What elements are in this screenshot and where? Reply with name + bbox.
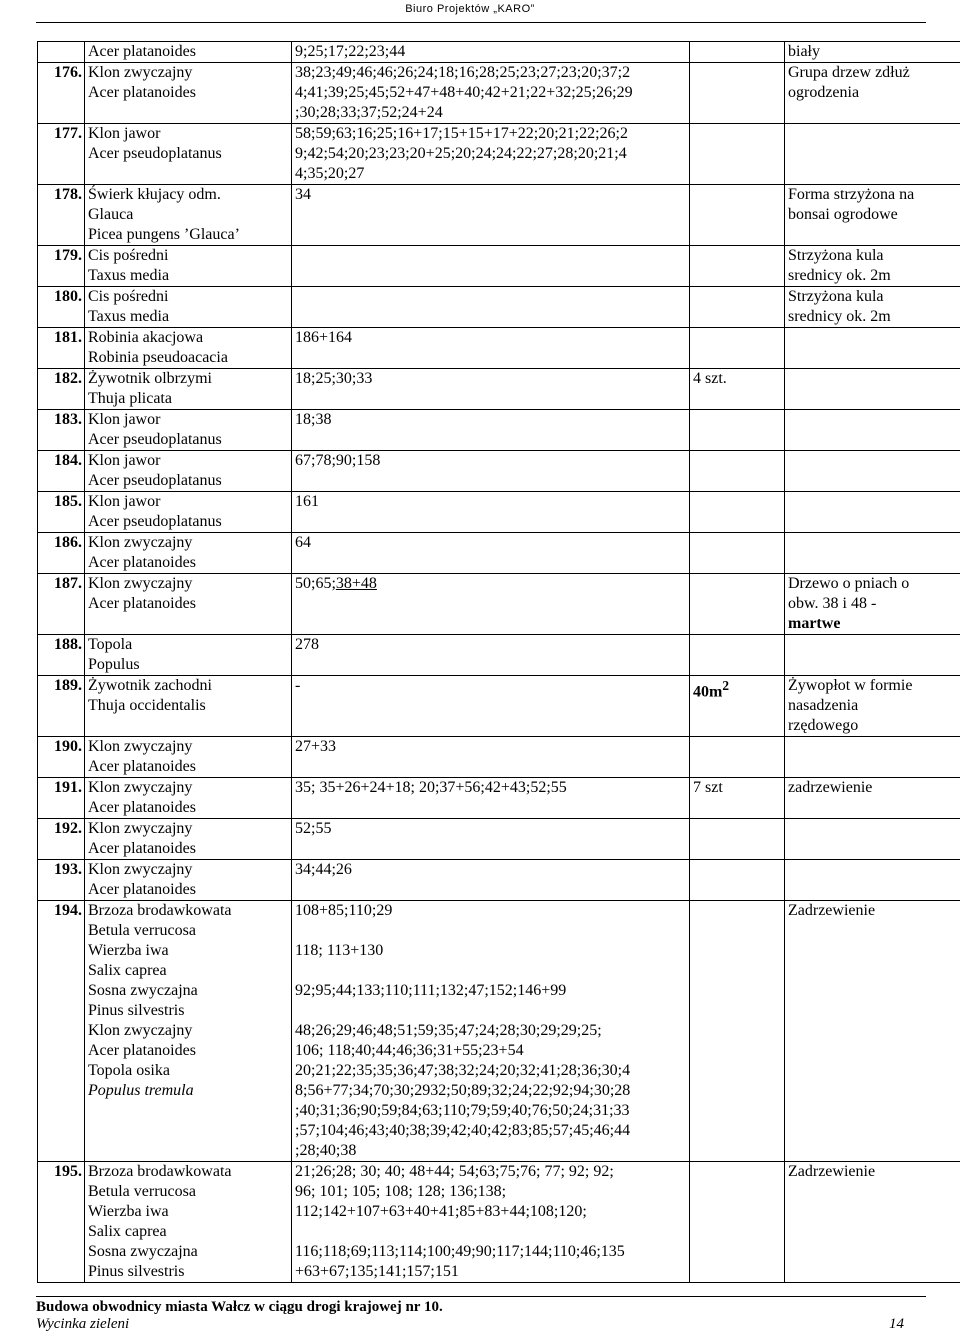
row-number: 188. — [38, 635, 85, 676]
circumference-line: 58;59;63;16;25;16+17;15+15+17+22;20;21;22;26;2 — [295, 125, 628, 142]
species-name: Wierzba iwa — [88, 942, 169, 959]
row-number — [38, 42, 85, 63]
remarks-cell — [785, 676, 960, 737]
table-row — [38, 287, 960, 328]
species-cell — [85, 63, 292, 124]
species-name: Acer platanoides — [88, 1042, 196, 1059]
species-name: Salix caprea — [88, 962, 167, 979]
row-number: 191. — [38, 778, 85, 819]
row-number: 195. — [38, 1162, 85, 1283]
trunk-circumference-cell — [292, 778, 690, 819]
species-name: Klon zwyczajny — [88, 64, 193, 81]
species-cell — [85, 369, 292, 410]
circumference-line: 48;26;29;46;48;51;59;35;47;24;28;30;29;29;25; — [295, 1022, 602, 1039]
table-row — [38, 42, 960, 63]
remarks-cell — [785, 1162, 960, 1283]
remark-line: obw. 38 i 48 - — [788, 595, 877, 612]
header-rule — [36, 22, 926, 23]
species-name: Klon jawor — [88, 452, 161, 469]
remarks-cell — [785, 492, 960, 533]
trunk-circumference-cell — [292, 328, 690, 369]
trunk-circumference-cell — [292, 410, 690, 451]
quantity-cell — [690, 328, 785, 369]
page-number: 14 — [889, 1316, 904, 1332]
species-name: Sosna zwyczajna — [88, 982, 198, 999]
table-row — [38, 369, 960, 410]
row-number: 186. — [38, 533, 85, 574]
circumference-line: 106; 118;40;44;46;36;31+55;23+54 — [295, 1042, 524, 1059]
remark-line: Strzyżona kula — [788, 288, 884, 305]
circumference-line: 186+164 — [295, 329, 353, 346]
circumference-line: 18;38 — [295, 411, 332, 428]
quantity-cell — [690, 635, 785, 676]
footer-subtitle: Wycinka zieleni — [36, 1316, 130, 1332]
quantity-cell — [690, 492, 785, 533]
species-name: Thuja occidentalis — [88, 697, 206, 714]
quantity-cell — [690, 246, 785, 287]
footer-rule — [36, 1296, 926, 1297]
circumference-line: ;28;40;38 — [295, 1142, 357, 1159]
trunk-circumference-cell — [292, 901, 690, 1162]
trunk-circumference-cell — [292, 737, 690, 778]
row-number: 194. — [38, 901, 85, 1162]
trunk-circumference-cell — [292, 1162, 690, 1283]
circumference-line: 116;118;69;113;114;100;49;90;117;144;110;46;135 — [295, 1243, 625, 1260]
remark-line: nasadzenia — [788, 697, 859, 714]
circumference-line: ;57;104;46;43;40;38;39;42;40;42;83;85;57;45;46;44 — [295, 1122, 631, 1139]
trunk-circumference-cell — [292, 819, 690, 860]
remark-line: Grupa drzew zdłuż — [788, 64, 910, 81]
quantity-cell — [690, 574, 785, 635]
circumference-line — [295, 1001, 687, 1021]
remark-line: srednicy ok. 2m — [788, 267, 891, 284]
trunk-circumference-cell — [292, 42, 690, 63]
circumference-line: 21;26;28; 30; 40; 48+44; 54;63;75;76; 77; 92; 92; — [295, 1163, 614, 1180]
species-cell — [85, 819, 292, 860]
species-cell — [85, 42, 292, 63]
species-cell — [85, 287, 292, 328]
species-name: Klon zwyczajny — [88, 779, 193, 796]
circumference-line: 9;25;17;22;23;44 — [295, 43, 406, 60]
species-name: Klon zwyczajny — [88, 575, 193, 592]
trunk-circumference-cell — [292, 124, 690, 185]
species-name: Pinus silvestris — [88, 1002, 185, 1019]
remarks-cell — [785, 185, 960, 246]
table-row — [38, 533, 960, 574]
table-body — [38, 42, 960, 1283]
species-cell — [85, 860, 292, 901]
species-cell — [85, 533, 292, 574]
quantity-unit-exponent: 2 — [722, 678, 729, 693]
remarks-cell — [785, 124, 960, 185]
circumference-line: ;40;31;36;90;59;84;63;110;79;59;40;76;50;24;31;33 — [295, 1102, 630, 1119]
circumference-line: 8;56+77;34;70;30;2932;50;89;32;24;22;92;94;30;28 — [295, 1082, 631, 1099]
row-number: 192. — [38, 819, 85, 860]
quantity-value — [693, 676, 782, 702]
species-name: Acer pseudoplatanus — [88, 472, 222, 489]
species-cell — [85, 737, 292, 778]
circumference-line: 34;44;26 — [295, 861, 352, 878]
species-name: Pinus silvestris — [88, 1263, 185, 1280]
quantity-cell — [690, 533, 785, 574]
circumference-line: 92;95;44;133;110;111;132;47;152;146+99 — [295, 982, 567, 999]
table-row — [38, 819, 960, 860]
remark-line: Drzewo o pniach o — [788, 575, 910, 592]
species-name: Klon jawor — [88, 125, 161, 142]
species-name: Acer pseudoplatanus — [88, 145, 222, 162]
table-row — [38, 737, 960, 778]
species-cell — [85, 676, 292, 737]
species-name: Taxus media — [88, 267, 170, 284]
species-name: Robinia akacjowa — [88, 329, 204, 346]
circumference-line: - — [295, 677, 301, 694]
species-name: Picea pungens ’Glauca’ — [88, 226, 240, 243]
circumference-line — [295, 1222, 687, 1242]
species-name: Żywotnik olbrzymi — [88, 370, 212, 387]
circumference-line: 278 — [295, 636, 319, 653]
species-name: Klon zwyczajny — [88, 1022, 193, 1039]
table-row — [38, 328, 960, 369]
remarks-cell — [785, 246, 960, 287]
remark-line: Forma strzyżona na — [788, 186, 915, 203]
species-name: Cis pośredni — [88, 288, 169, 305]
species-name: Taxus media — [88, 308, 170, 325]
circumference-line: 18;25;30;33 — [295, 370, 373, 387]
species-name: Klon zwyczajny — [88, 820, 193, 837]
table-row — [38, 492, 960, 533]
row-number: 177. — [38, 124, 85, 185]
species-name: Acer platanoides — [88, 43, 196, 60]
species-name: Brzoza brodawkowata — [88, 902, 232, 919]
quantity-cell — [690, 287, 785, 328]
species-name: Klon zwyczajny — [88, 861, 193, 878]
species-cell — [85, 410, 292, 451]
remarks-cell — [785, 451, 960, 492]
remarks-cell — [785, 635, 960, 676]
species-name: Klon zwyczajny — [88, 738, 193, 755]
species-cell — [85, 492, 292, 533]
remark-line: ogrodzenia — [788, 84, 860, 101]
species-name: Robinia pseudoacacia — [88, 349, 228, 366]
species-name: Thuja plicata — [88, 390, 172, 407]
circumference-line: 161 — [295, 493, 319, 510]
trunk-circumference-cell — [292, 635, 690, 676]
circumference-value: 50;65; — [295, 575, 336, 592]
trunk-circumference-cell — [292, 246, 690, 287]
species-name: Betula verrucosa — [88, 1183, 196, 1200]
species-name: Topola osika — [88, 1062, 170, 1079]
table-row — [38, 185, 960, 246]
footer-title: Budowa obwodnicy miasta Wałcz w ciągu drogi krajowej nr 10. — [36, 1299, 443, 1315]
remarks-cell — [785, 328, 960, 369]
remark-line: Strzyżona kula — [788, 247, 884, 264]
circumference-line — [295, 921, 687, 941]
quantity-cell — [690, 901, 785, 1162]
circumference-line: ;30;28;33;37;52;24+24 — [295, 104, 443, 121]
remarks-cell — [785, 369, 960, 410]
remarks-cell — [785, 42, 960, 63]
table-row — [38, 63, 960, 124]
row-number: 184. — [38, 451, 85, 492]
footer-sub — [36, 1316, 926, 1333]
species-name: Acer pseudoplatanus — [88, 513, 222, 530]
circumference-line: 96; 101; 105; 108; 128; 136;138; — [295, 1183, 507, 1200]
remarks-cell — [785, 410, 960, 451]
remark-line: bonsai ogrodowe — [788, 206, 898, 223]
species-name: Acer platanoides — [88, 840, 196, 857]
remark-bold: martwe — [788, 615, 841, 632]
trunk-circumference-cell — [292, 63, 690, 124]
remarks-cell — [785, 737, 960, 778]
page-header — [0, 0, 960, 36]
quantity-cell — [690, 410, 785, 451]
species-cell — [85, 124, 292, 185]
remarks-cell — [785, 901, 960, 1162]
remarks-cell — [785, 574, 960, 635]
row-number: 193. — [38, 860, 85, 901]
species-name: Betula verrucosa — [88, 922, 196, 939]
circumference-line: 35; 35+26+24+18; 20;37+56;42+43;52;55 — [295, 779, 567, 796]
row-number: 176. — [38, 63, 85, 124]
quantity-cell — [690, 860, 785, 901]
remark-line: srednicy ok. 2m — [788, 308, 891, 325]
row-number: 180. — [38, 287, 85, 328]
species-name: Acer platanoides — [88, 758, 196, 775]
quantity-cell — [690, 1162, 785, 1283]
circumference-line: +63+67;135;141;157;151 — [295, 1263, 459, 1280]
species-cell — [85, 185, 292, 246]
circumference-line: 34 — [295, 186, 311, 203]
trunk-circumference-cell — [292, 492, 690, 533]
circumference-line: 108+85;110;29 — [295, 902, 393, 919]
row-number: 182. — [38, 369, 85, 410]
species-name: Wierzba iwa — [88, 1203, 169, 1220]
species-name: Cis pośredni — [88, 247, 169, 264]
quantity-cell — [690, 42, 785, 63]
species-cell — [85, 778, 292, 819]
trunk-circumference-cell — [292, 451, 690, 492]
species-cell — [85, 635, 292, 676]
table-row — [38, 676, 960, 737]
species-name: Acer platanoides — [88, 554, 196, 571]
row-number: 185. — [38, 492, 85, 533]
quantity-cell — [690, 451, 785, 492]
circumference-line: 20;21;22;35;35;36;47;38;32;24;20;32;41;28;36;30;4 — [295, 1062, 631, 1079]
circumference-line — [295, 574, 687, 594]
species-name: Acer platanoides — [88, 595, 196, 612]
quantity-cell — [690, 737, 785, 778]
table-row — [38, 574, 960, 635]
table-row — [38, 410, 960, 451]
species-cell — [85, 1162, 292, 1283]
species-name: Acer platanoides — [88, 799, 196, 816]
quantity-cell — [690, 778, 785, 819]
species-name: Acer platanoides — [88, 84, 196, 101]
circumference-line: 4;41;39;25;45;52+47+48+40;42+21;22+32;25;26;29 — [295, 84, 633, 101]
species-name: Klon jawor — [88, 493, 161, 510]
circumference-line: 52;55 — [295, 820, 332, 837]
row-number: 190. — [38, 737, 85, 778]
trunk-circumference-cell — [292, 533, 690, 574]
quantity-cell — [690, 676, 785, 737]
species-name: Salix caprea — [88, 1223, 167, 1240]
species-name: Świerk kłujacy odm. — [88, 186, 221, 203]
row-number: 179. — [38, 246, 85, 287]
table-row — [38, 451, 960, 492]
quantity-value: 7 szt — [693, 779, 723, 796]
circumference-line: 9;42;54;20;23;23;20+25;20;24;24;22;27;28;20;21;4 — [295, 145, 627, 162]
species-name: Glauca — [88, 206, 134, 223]
circumference-line: 112;142+107+63+40+41;85+83+44;108;120; — [295, 1203, 587, 1220]
remark-line: biały — [788, 43, 820, 60]
remark-line: zadrzewienie — [788, 779, 873, 796]
species-name: Sosna zwyczajna — [88, 1243, 198, 1260]
species-cell — [85, 451, 292, 492]
species-name: Populus tremula — [88, 1082, 194, 1099]
row-number: 178. — [38, 185, 85, 246]
quantity-number: 40m — [693, 683, 723, 701]
trunk-circumference-cell — [292, 676, 690, 737]
quantity-cell — [690, 819, 785, 860]
remark-line: Zadrzewienie — [788, 902, 876, 919]
circumference-line — [295, 961, 687, 981]
quantity-cell — [690, 185, 785, 246]
trunk-circumference-cell — [292, 369, 690, 410]
species-name: Brzoza brodawkowata — [88, 1163, 232, 1180]
species-name: Acer pseudoplatanus — [88, 431, 222, 448]
remarks-cell — [785, 860, 960, 901]
remarks-cell — [785, 287, 960, 328]
trunk-circumference-cell — [292, 287, 690, 328]
remark-line: rzędowego — [788, 717, 859, 734]
remarks-cell — [785, 819, 960, 860]
trunk-circumference-cell — [292, 185, 690, 246]
page-footer — [36, 1296, 926, 1333]
quantity-cell — [690, 124, 785, 185]
row-number: 187. — [38, 574, 85, 635]
circumference-line: 4;35;20;27 — [295, 165, 365, 182]
species-cell — [85, 328, 292, 369]
row-number: 183. — [38, 410, 85, 451]
species-name: Klon zwyczajny — [88, 534, 193, 551]
dead-trunk-values: 38+48 — [335, 575, 377, 592]
quantity-value: 4 szt. — [693, 370, 727, 387]
species-name: Klon jawor — [88, 411, 161, 428]
species-name: Żywotnik zachodni — [88, 677, 212, 694]
remarks-cell — [785, 533, 960, 574]
table-row — [38, 124, 960, 185]
trunk-circumference-cell — [292, 574, 690, 635]
species-name: Topola — [88, 636, 133, 653]
header-title: Biuro Projektów „KARO” — [405, 3, 535, 15]
table-row — [38, 1162, 960, 1283]
table-row — [38, 901, 960, 1162]
row-number: 189. — [38, 676, 85, 737]
circumference-line: 38;23;49;46;46;26;24;18;16;28;25;23;27;23;20;37;2 — [295, 64, 631, 81]
species-cell — [85, 574, 292, 635]
species-cell — [85, 901, 292, 1162]
remarks-cell — [785, 63, 960, 124]
table-row — [38, 860, 960, 901]
quantity-cell — [690, 369, 785, 410]
row-number: 181. — [38, 328, 85, 369]
quantity-cell — [690, 63, 785, 124]
table-row — [38, 246, 960, 287]
remark-line: Zadrzewienie — [788, 1163, 876, 1180]
species-cell — [85, 246, 292, 287]
remark-line: Żywopłot w formie — [788, 677, 913, 694]
remarks-cell — [785, 778, 960, 819]
circumference-line: 64 — [295, 534, 311, 551]
table-row — [38, 778, 960, 819]
trunk-circumference-cell — [292, 860, 690, 901]
tree-inventory-table — [37, 41, 960, 1283]
table-row — [38, 635, 960, 676]
circumference-line: 118; 113+130 — [295, 942, 384, 959]
circumference-line: 67;78;90;158 — [295, 452, 381, 469]
species-name: Populus — [88, 656, 140, 673]
circumference-line: 27+33 — [295, 738, 337, 755]
species-name: Acer platanoides — [88, 881, 196, 898]
